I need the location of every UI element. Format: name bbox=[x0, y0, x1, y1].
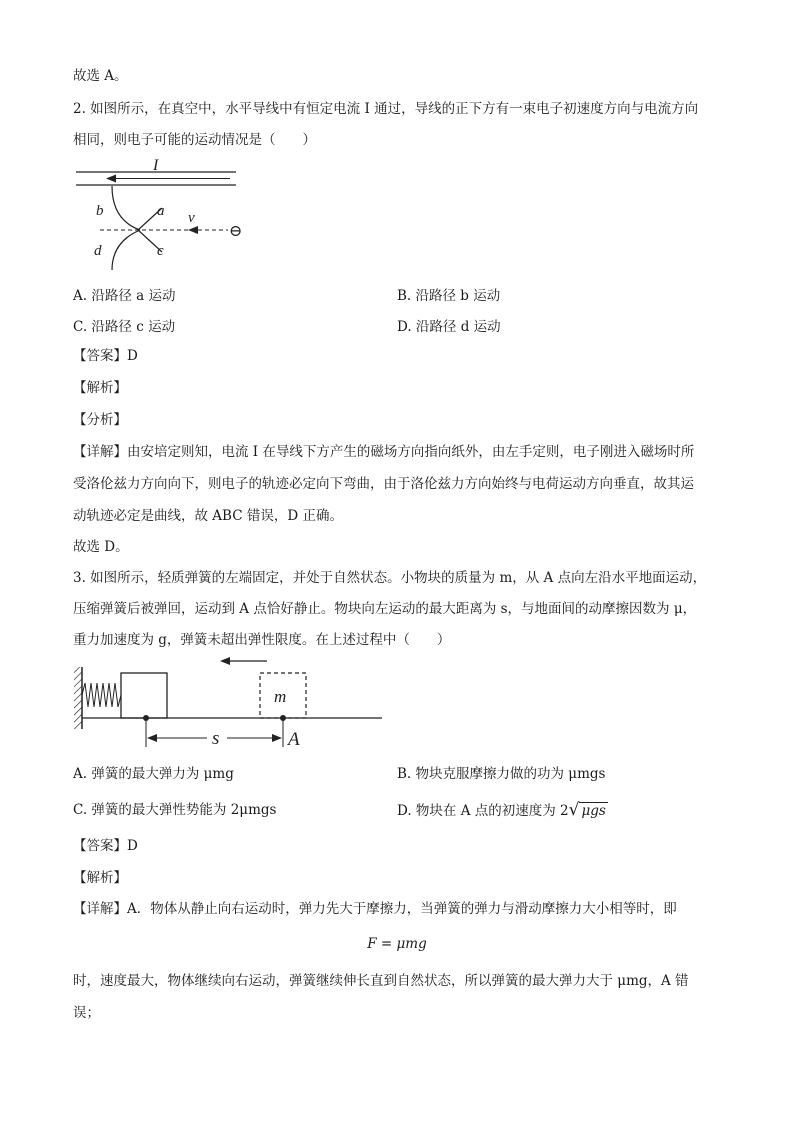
question-2-stem: 相同，则电子可能的运动情况是（ ） bbox=[73, 132, 316, 148]
option-d: D. 沿路径 d 运动 bbox=[397, 319, 501, 335]
analysis-label: 【解析】 bbox=[73, 380, 127, 396]
detail-text: 【详解】由安培定则知，电流 I 在导线下方产生的磁场方向指向纸外，由左手定则，电子刚进入磁场时所 bbox=[73, 444, 695, 460]
velocity-label: v bbox=[188, 210, 195, 226]
path-label-c: c bbox=[157, 243, 164, 259]
detail-text: 动轨迹必定是曲线，故 ABC 错误，D 正确。 bbox=[73, 508, 343, 524]
path-label-b: b bbox=[96, 203, 104, 219]
answer-label: 【答案】D bbox=[73, 838, 138, 854]
figure-spring-block bbox=[70, 655, 390, 755]
analysis-label: 【解析】 bbox=[73, 870, 127, 886]
option-c: C. 沿路径 c 运动 bbox=[73, 319, 176, 335]
path-label-a: a bbox=[157, 203, 165, 219]
detail-text: 【详解】A．物体从静止向右运动时，弹力先大于摩擦力，当弹簧的弹力与滑动摩擦力大小相等时，即 bbox=[73, 901, 677, 917]
formula: F = μmg bbox=[367, 936, 427, 952]
electron-symbol: ⊖ bbox=[229, 223, 243, 240]
question-2-stem: 2. 如图所示，在真空中，水平导线中有恒定电流 I 通过，导线的正下方有一束电子初速度方向与电流方向 bbox=[73, 101, 699, 117]
detail-text: 时，速度最大，物体继续向右运动，弹簧继续伸长直到自然状态，所以弹簧的最大弹力大于 μmg，A 错 bbox=[73, 973, 689, 989]
option-b: B. 物块克服摩擦力做的功为 μmgs bbox=[397, 766, 606, 782]
answer-label: 【答案】D bbox=[73, 348, 138, 364]
question-3-stem: 3. 如图所示，轻质弹簧的左端固定，并处于自然状态。小物块的质量为 m，从 A 点向左沿水平地面运动， bbox=[73, 570, 707, 586]
point-a-label: A bbox=[288, 729, 300, 750]
analysis-label: 【分析】 bbox=[73, 412, 127, 428]
option-d bbox=[397, 800, 608, 821]
text-line: 故选 D。 bbox=[73, 539, 129, 555]
figure-wire-electron bbox=[70, 152, 250, 267]
option-a: A. 弹簧的最大弹力为 μmg bbox=[73, 766, 234, 782]
question-3-stem: 重力加速度为 g，弹簧未超出弹性限度。在上述过程中（ ） bbox=[73, 632, 451, 648]
path-label-d: d bbox=[94, 243, 102, 259]
question-3-stem: 压缩弹簧后被弹回，运动到 A 点恰好静止。物块向左运动的最大距离为 s，与地面间的动摩擦因数为 μ， bbox=[73, 601, 697, 617]
option-a: A. 沿路径 a 运动 bbox=[73, 288, 176, 304]
detail-text: 误； bbox=[73, 1005, 100, 1021]
detail-text: 受洛伦兹力方向向下，则电子的轨迹必定向下弯曲，由于洛伦兹力方向始终与电荷运动方向垂直，故其运 bbox=[73, 476, 694, 492]
option-b: B. 沿路径 b 运动 bbox=[397, 288, 501, 304]
current-label: I bbox=[153, 157, 159, 174]
sqrt-radicand: μgs bbox=[581, 803, 606, 819]
text-line: 故选 A。 bbox=[73, 68, 128, 84]
option-d-text: D. 物块在 A 点的初速度为 2 bbox=[397, 803, 569, 819]
sqrt-radical: √ bbox=[568, 800, 580, 820]
mass-label: m bbox=[274, 687, 287, 706]
option-c: C. 弹簧的最大弹性势能为 2μmgs bbox=[73, 802, 277, 818]
distance-label: s bbox=[212, 728, 220, 749]
